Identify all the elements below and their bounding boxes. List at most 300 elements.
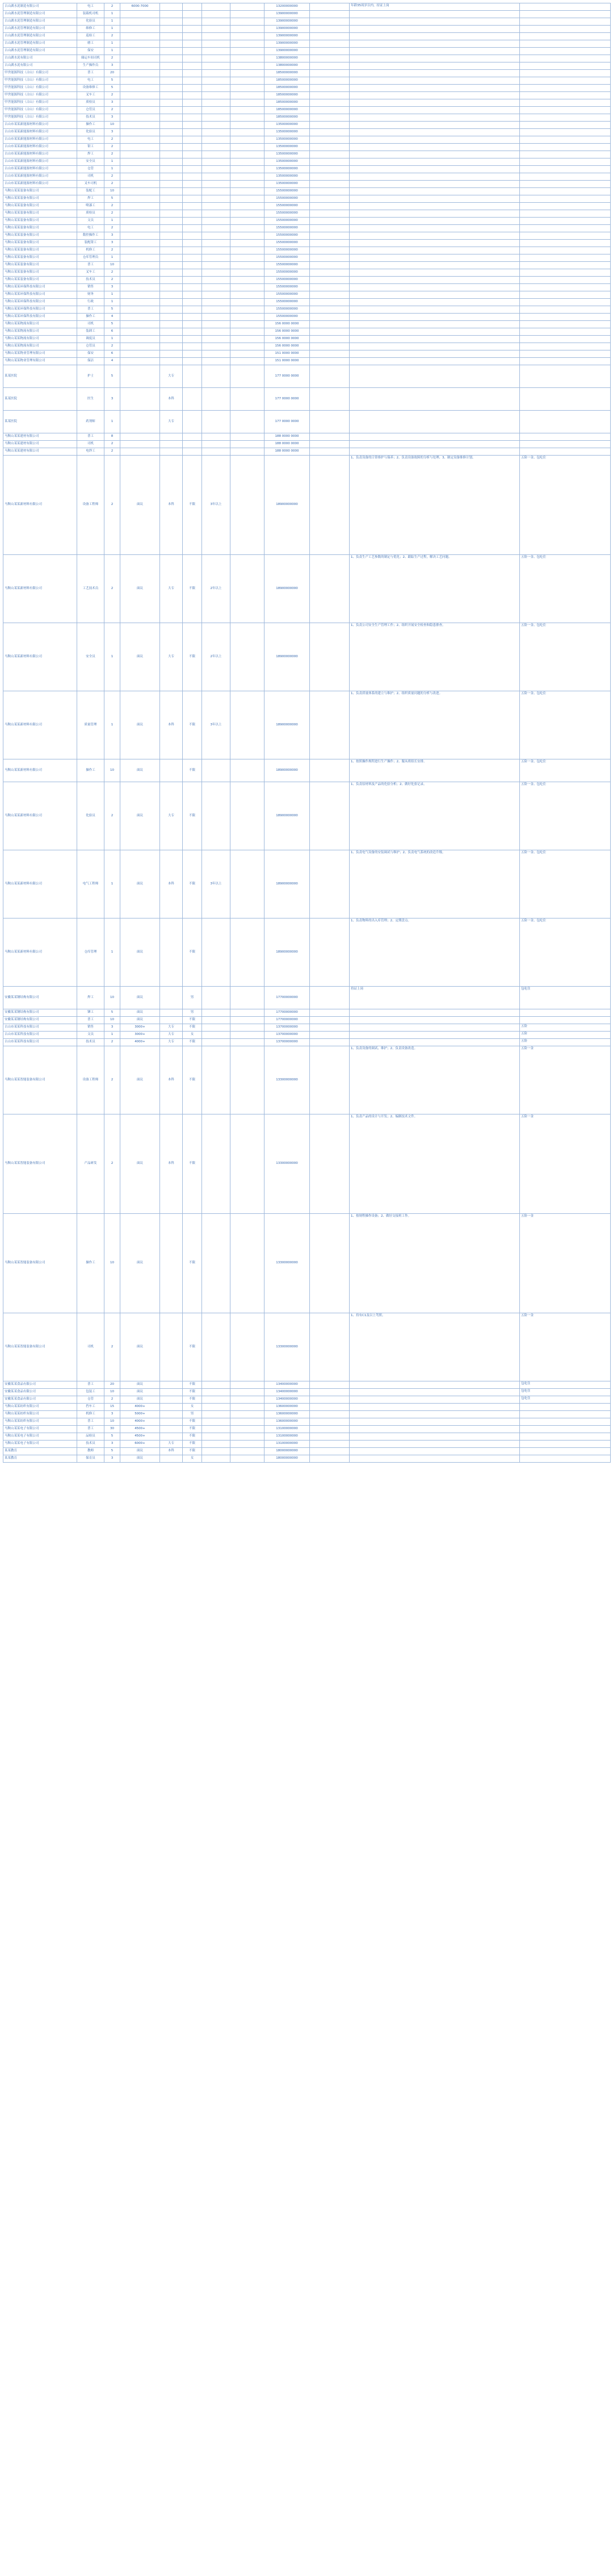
cell-experience <box>202 365 230 388</box>
cell-education <box>160 277 183 284</box>
cell-position: 安全员 <box>77 158 104 166</box>
cell-benefits <box>520 365 611 388</box>
cell-contact: 13800000000 <box>264 62 310 70</box>
cell-salary: 面议 <box>120 1389 160 1396</box>
table-row <box>3 225 611 232</box>
cell-position: 护士 <box>77 365 104 388</box>
cell-contact: 13300000000 <box>264 1046 310 1114</box>
cell-location <box>230 1114 264 1214</box>
cell-gender <box>183 107 202 114</box>
cell-benefits <box>520 1411 611 1418</box>
cell-benefits <box>520 433 611 441</box>
cell-education: 大专 <box>160 623 183 691</box>
cell-experience <box>202 328 230 336</box>
cell-company: 马鞍山某某新材料有限公司 <box>3 782 77 850</box>
cell-contact: 15500000000 <box>264 195 310 203</box>
cell-location <box>230 240 264 247</box>
cell-experience <box>202 284 230 291</box>
cell-position: 普工 <box>77 306 104 314</box>
cell-education <box>160 269 183 277</box>
cell-education <box>160 1426 183 1433</box>
cell-experience <box>202 1214 230 1313</box>
cell-location <box>230 55 264 62</box>
cell-email <box>310 262 350 269</box>
cell-contact: 15500000000 <box>264 240 310 247</box>
cell-location <box>230 247 264 254</box>
cell-position: 司机 <box>77 441 104 448</box>
cell-position: 数控操作工 <box>77 232 104 240</box>
cell-experience: 3年以上 <box>202 691 230 759</box>
cell-education <box>160 321 183 328</box>
cell-company: 马鞍山某某建材有限公司 <box>3 448 77 456</box>
table-row <box>3 1418 611 1426</box>
cell-email <box>310 254 350 262</box>
table-row <box>3 151 611 158</box>
cell-requirements <box>350 40 520 48</box>
cell-position: 仓管员 <box>77 343 104 350</box>
table-row <box>3 181 611 188</box>
cell-education <box>160 166 183 173</box>
cell-experience <box>202 1024 230 1032</box>
cell-location <box>230 1017 264 1024</box>
cell-position: 挡车工 <box>77 1404 104 1411</box>
table-row <box>3 1039 611 1046</box>
cell-experience: 3年以上 <box>202 456 230 555</box>
cell-location <box>230 1426 264 1433</box>
cell-count: 2 <box>104 136 120 144</box>
cell-gender: 不限 <box>183 456 202 555</box>
cell-company: 马鞍山某某智能装备有限公司 <box>3 1046 77 1114</box>
cell-company: 古山市某某新能源材料有限公司 <box>3 151 77 158</box>
cell-gender: 不限 <box>183 1448 202 1455</box>
cell-count: 2 <box>104 107 120 114</box>
cell-salary <box>120 306 160 314</box>
cell-position: 普工 <box>77 70 104 77</box>
cell-company: 马鞍山某某物流有限公司 <box>3 343 77 350</box>
cell-company: 马鞍山某某电子有限公司 <box>3 1426 77 1433</box>
cell-requirements <box>350 11 520 18</box>
cell-experience <box>202 1039 230 1046</box>
cell-requirements <box>350 18 520 26</box>
cell-location <box>230 328 264 336</box>
cell-salary <box>120 70 160 77</box>
cell-salary: 面议 <box>120 555 160 623</box>
cell-education <box>160 77 183 85</box>
cell-company: 古山市某某科技有限公司 <box>3 1032 77 1039</box>
cell-gender <box>183 11 202 18</box>
cell-salary <box>120 18 160 26</box>
cell-gender <box>183 343 202 350</box>
table-row <box>3 1441 611 1448</box>
cell-education <box>160 18 183 26</box>
cell-email <box>310 441 350 448</box>
cell-location <box>230 26 264 33</box>
cell-location <box>230 441 264 448</box>
cell-location <box>230 129 264 136</box>
cell-gender <box>183 166 202 173</box>
cell-experience <box>202 1455 230 1463</box>
cell-company: 马鞍山某某新材料有限公司 <box>3 456 77 555</box>
cell-requirements <box>350 1433 520 1441</box>
cell-position: 机修工 <box>77 1411 104 1418</box>
table-row <box>3 11 611 18</box>
cell-salary <box>120 181 160 188</box>
cell-salary: 面议 <box>120 1455 160 1463</box>
cell-count: 3 <box>104 99 120 107</box>
cell-gender: 不限 <box>183 555 202 623</box>
cell-experience <box>202 336 230 343</box>
cell-education <box>160 1433 183 1441</box>
cell-salary <box>120 343 160 350</box>
cell-education <box>160 441 183 448</box>
table-row <box>3 1046 611 1114</box>
cell-experience <box>202 48 230 55</box>
cell-location <box>230 1024 264 1032</box>
cell-education <box>160 350 183 358</box>
table-row <box>3 448 611 456</box>
cell-gender <box>183 195 202 203</box>
cell-email <box>310 1418 350 1426</box>
cell-benefits <box>520 291 611 299</box>
table-row <box>3 350 611 358</box>
cell-salary <box>120 448 160 456</box>
cell-contact: 18500000000 <box>264 92 310 99</box>
cell-benefits: 五险一金 <box>520 1046 611 1114</box>
cell-requirements: 1、负责物料的出入库管理；2、定期盘点。 <box>350 918 520 987</box>
cell-experience <box>202 33 230 40</box>
cell-email <box>310 1046 350 1114</box>
cell-requirements <box>350 203 520 210</box>
cell-experience <box>202 1411 230 1418</box>
cell-email <box>310 1455 350 1463</box>
cell-company: 甲世能源科技（古山）有限公司 <box>3 92 77 99</box>
table-row <box>3 195 611 203</box>
cell-salary <box>120 433 160 441</box>
cell-experience <box>202 987 230 1009</box>
cell-benefits <box>520 240 611 247</box>
cell-email <box>310 188 350 195</box>
cell-email <box>310 203 350 210</box>
cell-gender <box>183 269 202 277</box>
cell-company: 马鞍山某某新材料有限公司 <box>3 555 77 623</box>
cell-count: 5 <box>104 77 120 85</box>
cell-location <box>230 203 264 210</box>
cell-requirements <box>350 314 520 321</box>
cell-location <box>230 336 264 343</box>
cell-position: 钳工 <box>77 144 104 151</box>
cell-requirements <box>350 48 520 55</box>
cell-experience <box>202 136 230 144</box>
cell-count: 2 <box>104 3 120 11</box>
cell-experience <box>202 441 230 448</box>
cell-requirements <box>350 92 520 99</box>
table-row <box>3 18 611 26</box>
cell-salary <box>120 358 160 365</box>
table-row <box>3 247 611 254</box>
cell-salary <box>120 48 160 55</box>
cell-benefits: 五险一金、包吃住 <box>520 850 611 918</box>
cell-education <box>160 448 183 456</box>
cell-email <box>310 195 350 203</box>
cell-salary <box>120 99 160 107</box>
cell-benefits <box>520 144 611 151</box>
cell-benefits <box>520 136 611 144</box>
cell-requirements <box>350 136 520 144</box>
cell-company: 马鞍山某某环保科技有限公司 <box>3 284 77 291</box>
job-table <box>3 3 611 1463</box>
cell-education <box>160 232 183 240</box>
cell-email <box>310 306 350 314</box>
table-row <box>3 623 611 691</box>
cell-location <box>230 262 264 269</box>
cell-benefits <box>520 166 611 173</box>
cell-company: 安徽某某钢结构有限公司 <box>3 1017 77 1024</box>
cell-gender: 不限 <box>183 1046 202 1114</box>
cell-requirements <box>350 269 520 277</box>
cell-contact: 13100000000 <box>264 1441 310 1448</box>
cell-salary: 3000+ <box>120 1024 160 1032</box>
cell-education: 本科 <box>160 1046 183 1114</box>
cell-count: 1 <box>104 411 120 433</box>
cell-education <box>160 40 183 48</box>
cell-email <box>310 1396 350 1404</box>
cell-count: 1 <box>104 40 120 48</box>
cell-email <box>310 358 350 365</box>
cell-requirements <box>350 1411 520 1418</box>
cell-position: 教师 <box>77 1448 104 1455</box>
cell-salary: 4500+ <box>120 1426 160 1433</box>
cell-salary <box>120 321 160 328</box>
table-row <box>3 114 611 122</box>
table-row <box>3 411 611 433</box>
cell-contact: 15500000000 <box>264 218 310 225</box>
cell-experience: 2年以上 <box>202 623 230 691</box>
cell-company: 古山湖水泥管理制造有限公司 <box>3 48 77 55</box>
cell-gender: 不限 <box>183 850 202 918</box>
cell-email <box>310 99 350 107</box>
cell-email <box>310 291 350 299</box>
cell-count: 2 <box>104 144 120 151</box>
cell-contact: 17700000000 <box>264 987 310 1009</box>
cell-location <box>230 173 264 181</box>
cell-position: 仓管 <box>77 1396 104 1404</box>
table-row <box>3 1024 611 1032</box>
cell-gender: 不限 <box>183 623 202 691</box>
cell-gender <box>183 291 202 299</box>
cell-benefits <box>520 210 611 218</box>
cell-location <box>230 448 264 456</box>
table-row <box>3 1009 611 1017</box>
cell-contact: 177 0000 0000 <box>264 388 310 411</box>
cell-company: 安徽某某钢结构有限公司 <box>3 1009 77 1017</box>
cell-requirements <box>350 173 520 181</box>
cell-company: 马鞍山某某纺织有限公司 <box>3 1411 77 1418</box>
cell-company: 马鞍山某某装备有限公司 <box>3 225 77 232</box>
cell-email <box>310 321 350 328</box>
cell-position: 质检员 <box>77 99 104 107</box>
cell-benefits: 五险 <box>520 1039 611 1046</box>
cell-benefits <box>520 203 611 210</box>
cell-gender <box>183 350 202 358</box>
cell-salary <box>120 247 160 254</box>
cell-requirements <box>350 26 520 33</box>
cell-contact: 15500000000 <box>264 225 310 232</box>
cell-position: 技术员 <box>77 114 104 122</box>
cell-location <box>230 1032 264 1039</box>
cell-company: 甲世能源科技（古山）有限公司 <box>3 99 77 107</box>
cell-gender <box>183 48 202 55</box>
cell-benefits <box>520 1455 611 1463</box>
cell-requirements <box>350 188 520 195</box>
cell-salary: 面议 <box>120 1214 160 1313</box>
cell-benefits <box>520 358 611 365</box>
cell-gender: 女 <box>183 1032 202 1039</box>
table-row <box>3 691 611 759</box>
cell-count: 2 <box>104 448 120 456</box>
cell-salary <box>120 92 160 99</box>
cell-email <box>310 240 350 247</box>
cell-requirements <box>350 1381 520 1389</box>
cell-salary: 面议 <box>120 1396 160 1404</box>
cell-requirements: 1、按规程操作设备；2、做好交接班工作。 <box>350 1214 520 1313</box>
cell-salary <box>120 328 160 336</box>
cell-email <box>310 33 350 40</box>
cell-count: 2 <box>104 456 120 555</box>
cell-position: 质量管理 <box>77 691 104 759</box>
cell-contact: 188 0000 0000 <box>264 441 310 448</box>
cell-contact: 15500000000 <box>264 277 310 284</box>
table-row <box>3 314 611 321</box>
cell-experience <box>202 1448 230 1455</box>
table-row <box>3 328 611 336</box>
cell-requirements <box>350 151 520 158</box>
cell-gender <box>183 358 202 365</box>
cell-email <box>310 328 350 336</box>
cell-count: 2 <box>104 1039 120 1046</box>
cell-email <box>310 1381 350 1389</box>
cell-email <box>310 1039 350 1046</box>
cell-position: 装卸工 <box>77 328 104 336</box>
cell-location <box>230 151 264 158</box>
cell-salary <box>120 151 160 158</box>
cell-count: 2 <box>104 203 120 210</box>
cell-gender <box>183 85 202 92</box>
cell-experience <box>202 1032 230 1039</box>
cell-email <box>310 691 350 759</box>
cell-company: 马鞍山某某环保科技有限公司 <box>3 299 77 306</box>
cell-contact: 13900000000 <box>264 40 310 48</box>
cell-experience <box>202 343 230 350</box>
cell-experience <box>202 151 230 158</box>
cell-email <box>310 1313 350 1381</box>
cell-company: 甲世能源科技（古山）有限公司 <box>3 77 77 85</box>
cell-contact: 18500000000 <box>264 114 310 122</box>
cell-position: 磨工 <box>77 40 104 48</box>
cell-salary <box>120 166 160 173</box>
cell-count: 2 <box>104 181 120 188</box>
cell-gender: 不限 <box>183 1396 202 1404</box>
cell-contact: 13900000000 <box>264 18 310 26</box>
cell-company: 马鞍山某某电子有限公司 <box>3 1433 77 1441</box>
cell-location <box>230 40 264 48</box>
cell-company: 安徽某某食品有限公司 <box>3 1389 77 1396</box>
cell-company: 甲世能源科技（古山）有限公司 <box>3 107 77 114</box>
cell-salary <box>120 299 160 306</box>
cell-position: 保安 <box>77 350 104 358</box>
cell-location <box>230 759 264 782</box>
cell-company: 马鞍山某某装备有限公司 <box>3 254 77 262</box>
cell-count: 2 <box>104 33 120 40</box>
cell-salary: 6000-7000 <box>120 3 160 11</box>
cell-position: 操作工 <box>77 122 104 129</box>
cell-experience <box>202 782 230 850</box>
cell-requirements <box>350 1448 520 1455</box>
cell-contact: 18900000000 <box>264 782 310 850</box>
cell-count: 3 <box>104 284 120 291</box>
cell-salary: 6000+ <box>120 1441 160 1448</box>
cell-company: 马鞍山某某物业管理有限公司 <box>3 358 77 365</box>
cell-salary <box>120 195 160 203</box>
cell-count: 1 <box>104 166 120 173</box>
cell-company: 古山湖水泥管理制造有限公司 <box>3 26 77 33</box>
cell-benefits <box>520 411 611 433</box>
cell-benefits <box>520 1009 611 1017</box>
cell-position: 保育员 <box>77 1455 104 1463</box>
cell-location <box>230 70 264 77</box>
cell-gender: 不限 <box>183 1389 202 1396</box>
cell-company: 马鞍山某某装备有限公司 <box>3 218 77 225</box>
cell-company: 甲世能源科技（古山）有限公司 <box>3 114 77 122</box>
cell-salary <box>120 254 160 262</box>
cell-company: 马鞍山某某智能装备有限公司 <box>3 1114 77 1214</box>
cell-requirements <box>350 62 520 70</box>
cell-position: 维修工 <box>77 26 104 33</box>
cell-benefits: 五险 <box>520 1032 611 1039</box>
cell-count: 5 <box>104 365 120 388</box>
table-row <box>3 158 611 166</box>
cell-experience: 3年以上 <box>202 850 230 918</box>
cell-salary <box>120 277 160 284</box>
cell-count: 10 <box>104 1418 120 1426</box>
cell-requirements <box>350 262 520 269</box>
cell-requirements <box>350 365 520 388</box>
cell-requirements <box>350 1404 520 1411</box>
cell-location <box>230 181 264 188</box>
cell-benefits <box>520 3 611 11</box>
table-row <box>3 1455 611 1463</box>
cell-requirements: 1、负责产品的设计与开发；2、编制技术文件。 <box>350 1114 520 1214</box>
cell-requirements <box>350 291 520 299</box>
cell-experience <box>202 26 230 33</box>
cell-contact: 18500000000 <box>264 85 310 92</box>
cell-company: 古山湖水泥管理制造有限公司 <box>3 40 77 48</box>
cell-gender: 不限 <box>183 918 202 987</box>
cell-benefits <box>520 448 611 456</box>
cell-location <box>230 411 264 433</box>
cell-location <box>230 850 264 918</box>
cell-gender <box>183 181 202 188</box>
cell-count: 2 <box>104 92 120 99</box>
cell-contact: 18500000000 <box>264 77 310 85</box>
cell-benefits <box>520 232 611 240</box>
cell-requirements <box>350 181 520 188</box>
cell-benefits <box>520 11 611 18</box>
cell-company: 马鞍山某某智能装备有限公司 <box>3 1313 77 1381</box>
table-row <box>3 1381 611 1389</box>
cell-location <box>230 188 264 195</box>
table-row <box>3 122 611 129</box>
table-row <box>3 433 611 441</box>
